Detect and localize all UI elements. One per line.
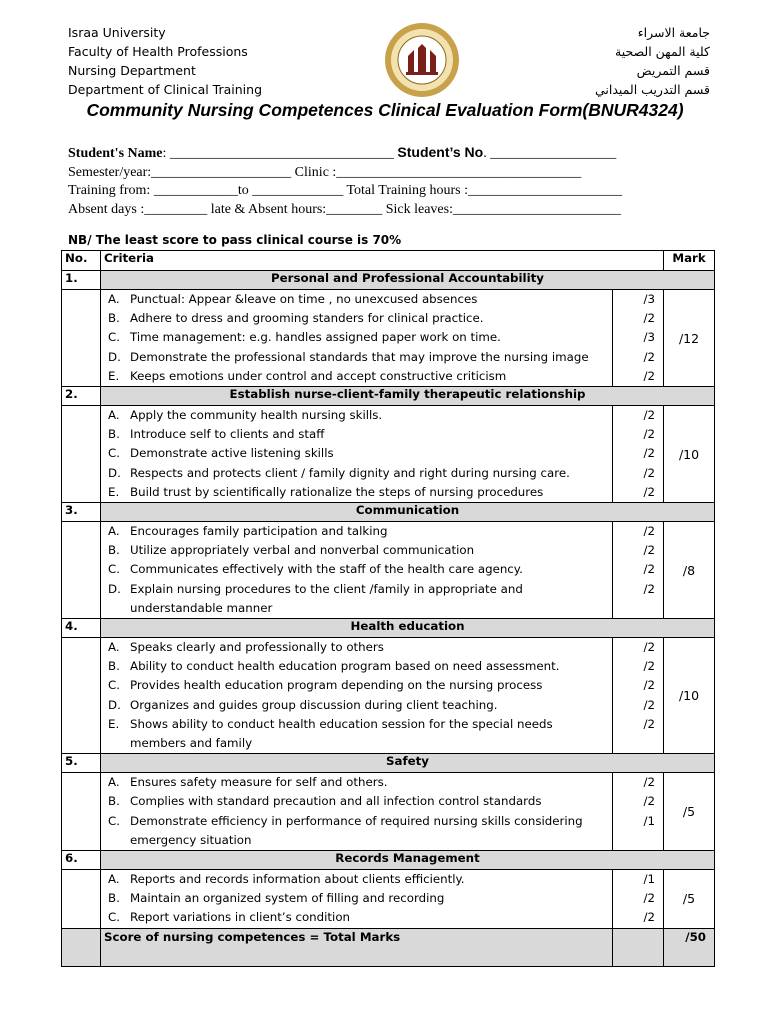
criterion-letter: B. [108, 311, 120, 326]
criterion-mark[interactable]: /2 [643, 311, 656, 326]
total-label: Score of nursing competences = Total Marks [101, 928, 613, 966]
section-header-row [62, 503, 715, 522]
university-name: Israa University [68, 25, 166, 40]
criterion-mark[interactable]: /3 [643, 292, 656, 306]
marks-cell [613, 638, 664, 754]
section-number: 2. [62, 387, 101, 406]
criterion-mark[interactable]: /2 [643, 446, 656, 461]
criteria-cell [101, 773, 613, 851]
criterion-letter: B. [108, 543, 120, 558]
criterion-mark[interactable]: /2 [643, 524, 656, 539]
criterion-mark[interactable]: /2 [643, 465, 656, 480]
student-no-blank: . __________________ [483, 146, 617, 161]
criterion-letter: D. [108, 697, 121, 712]
criterion-item [104, 696, 609, 715]
criterion-mark[interactable]: /2 [643, 891, 656, 906]
section-items-row [62, 773, 715, 851]
university-logo [384, 22, 460, 98]
criterion-item [104, 812, 609, 850]
section-number: 6. [62, 851, 101, 870]
criterion-letter: C. [108, 813, 120, 828]
criterion-letter: D. [108, 349, 121, 364]
criterion-text: Build trust by scientifically rationalize the steps of nursing procedures [130, 484, 544, 499]
criterion-text: Utilize appropriately verbal and nonverbal communication [130, 543, 475, 558]
criterion-text: Complies with standard precaution and all infection control standards [130, 794, 542, 809]
department-name: Nursing Department [68, 63, 196, 78]
criterion-mark[interactable]: /2 [643, 408, 656, 423]
criterion-letter: B. [108, 794, 120, 809]
criterion-text: Organizes and guides group discussion during client teaching. [130, 697, 498, 712]
criterion-mark[interactable]: /2 [643, 716, 656, 731]
criterion-text: Explain nursing procedures to the client /family in appropriate and understandable manner [130, 581, 523, 615]
semester-clinic-line[interactable]: Semester/year:____________________ Clinic :___________________________________ [68, 164, 582, 180]
criterion-letter: C. [108, 678, 120, 693]
section-number: 5. [62, 754, 101, 773]
criterion-letter: D. [108, 581, 121, 596]
criterion-item [104, 580, 609, 618]
criterion-letter: B. [108, 659, 120, 674]
marks-cell [613, 522, 664, 619]
section-no-spacer [62, 290, 101, 387]
criterion-mark[interactable]: /1 [643, 813, 656, 828]
header-english [68, 23, 262, 99]
training-department-name-ar: قسم التدريب الميداني [594, 82, 710, 97]
section-header-row [62, 271, 715, 290]
criterion-letter: A. [108, 408, 120, 423]
criterion-text: Ability to conduct health education program based on need assessment. [130, 659, 560, 674]
total-no-spacer [62, 928, 101, 966]
criterion-text: Demonstrate the professional standards that may improve the nursing image [130, 349, 589, 364]
section-title: Health education [101, 619, 715, 638]
section-number: 1. [62, 271, 101, 290]
training-dates-line[interactable]: Training from: ____________to _____________ Total Training hours :______________________ [68, 183, 622, 198]
criteria-list [104, 522, 609, 618]
criterion-text: Shows ability to conduct health education session for the special needs members and family [130, 716, 553, 751]
student-info [68, 143, 718, 219]
student-name-line[interactable] [68, 143, 718, 164]
university-name-ar: جامعة الاسراء [637, 25, 710, 40]
criterion-letter: C. [108, 446, 120, 461]
criteria-cell [101, 406, 613, 503]
student-no-label: Student’s No [397, 144, 484, 160]
criterion-item [104, 889, 609, 908]
criterion-text: Demonstrate active listening skills [130, 446, 334, 461]
criteria-cell [101, 522, 613, 619]
section-items-row [62, 522, 715, 619]
criterion-text: Keeps emotions under control and accept constructive criticism [130, 368, 507, 383]
criterion-text: Encourages family participation and talking [130, 524, 388, 539]
criteria-list [104, 870, 609, 928]
absence-line[interactable]: Absent days :_________ late & Absent hours:________ Sick leaves:________________________ [68, 201, 621, 217]
criterion-item [104, 870, 609, 889]
criterion-mark[interactable]: /2 [643, 562, 656, 577]
section-title: Communication [101, 503, 715, 522]
criterion-text: Time management: e.g. handles assigned paper work on time. [130, 330, 501, 345]
criterion-letter: A. [108, 775, 120, 790]
criterion-item [104, 773, 609, 792]
criterion-text: Introduce self to clients and staff [130, 427, 325, 442]
student-name-blank: : ________________________________ [162, 146, 398, 161]
marks-cell [613, 290, 664, 387]
criterion-mark[interactable]: /2 [643, 484, 656, 499]
criterion-text: Respects and protects client / family dignity and right during nursing care. [130, 465, 570, 480]
criterion-letter: A. [108, 872, 120, 887]
criterion-mark[interactable]: /2 [643, 349, 656, 364]
criterion-mark[interactable]: /3 [643, 330, 656, 345]
section-items-row [62, 870, 715, 929]
criterion-item [104, 541, 609, 560]
criterion-mark[interactable]: /2 [643, 427, 656, 442]
evaluation-table [61, 250, 715, 967]
training-department-name: Department of Clinical Training [68, 82, 263, 97]
criterion-text: Adhere to dress and grooming standers for clinical practice. [130, 311, 484, 326]
marks-cell [613, 773, 664, 851]
criterion-letter: A. [108, 524, 120, 539]
faculty-name: Faculty of Health Professions [68, 44, 248, 59]
section-title: Personal and Professional Accountability [101, 271, 715, 290]
criteria-cell [101, 870, 613, 929]
criterion-item [104, 522, 609, 541]
criterion-letter: B. [108, 427, 120, 442]
criterion-text: Provides health education program depending on the nursing process [130, 678, 543, 693]
criteria-list [104, 638, 609, 753]
marks-cell [613, 870, 664, 929]
criteria-list [104, 406, 609, 502]
criterion-letter: C. [108, 910, 120, 925]
criterion-item [104, 444, 609, 463]
criterion-letter: E. [108, 484, 120, 499]
section-total[interactable]: /5 [664, 870, 715, 929]
criterion-mark[interactable]: /2 [643, 640, 656, 655]
criterion-mark[interactable]: /2 [643, 775, 656, 790]
criterion-text: Apply the community health nursing skills. [130, 408, 383, 423]
criterion-text: Maintain an organized system of filling and recording [130, 891, 445, 906]
department-name-ar: قسم التمريض [636, 63, 710, 78]
criterion-item [104, 309, 609, 328]
section-header-row [62, 754, 715, 773]
criterion-mark[interactable]: /2 [643, 678, 656, 693]
criterion-letter: B. [108, 891, 120, 906]
section-number: 3. [62, 503, 101, 522]
criterion-item [104, 676, 609, 695]
criterion-letter: D. [108, 465, 121, 480]
criterion-text: Communicates effectively with the staff of the health care agency. [130, 562, 523, 577]
form-title: Community Nursing Competences Clinical Evaluation Form(BNUR4324) [86, 100, 684, 120]
criterion-text: Punctual: Appear &leave on time , no unexcused absences [130, 292, 478, 306]
criterion-mark[interactable]: /2 [643, 659, 656, 674]
criterion-item [104, 908, 609, 927]
criterion-item [104, 483, 609, 502]
section-items-row [62, 406, 715, 503]
criteria-cell [101, 638, 613, 754]
section-no-spacer [62, 870, 101, 929]
criterion-letter: C. [108, 562, 120, 577]
total-spacer [613, 928, 664, 966]
section-no-spacer [62, 406, 101, 503]
student-name-label: Student's Name [68, 146, 163, 161]
criterion-mark[interactable]: /2 [643, 368, 656, 383]
section-number: 4. [62, 619, 101, 638]
section-header-row [62, 387, 715, 406]
criterion-mark[interactable]: /2 [643, 581, 656, 596]
criterion-item [104, 406, 609, 425]
section-total[interactable]: /5 [664, 773, 715, 851]
criterion-text: Speaks clearly and professionally to others [130, 640, 384, 655]
criterion-item [104, 348, 609, 367]
col-no-header: No. [62, 251, 101, 271]
criterion-letter: E. [108, 716, 120, 731]
section-no-spacer [62, 773, 101, 851]
criteria-list [104, 290, 609, 386]
section-no-spacer [62, 638, 101, 754]
criterion-item [104, 464, 609, 483]
section-total[interactable]: /10 [664, 406, 715, 503]
section-total[interactable]: /12 [664, 290, 715, 387]
section-title: Safety [101, 754, 715, 773]
col-mark-header: Mark [664, 251, 715, 271]
section-title: Establish nurse-client-family therapeutic relationship [101, 387, 715, 406]
section-total[interactable]: /10 [664, 638, 715, 754]
criterion-item [104, 290, 609, 309]
criterion-text: Ensures safety measure for self and others. [130, 775, 388, 790]
section-title: Records Management [101, 851, 715, 870]
criterion-mark[interactable]: /2 [643, 697, 656, 712]
section-items-row [62, 290, 715, 387]
section-no-spacer [62, 522, 101, 619]
section-header-row [62, 619, 715, 638]
total-marks[interactable]: /50 [664, 928, 715, 966]
faculty-name-ar: كلية المهن الصحية [615, 44, 710, 59]
criterion-item [104, 792, 609, 811]
criterion-item [104, 715, 609, 753]
criterion-letter: C. [108, 330, 120, 345]
criterion-letter: A. [108, 292, 120, 306]
criterion-item [104, 657, 609, 676]
total-row [62, 928, 715, 966]
criterion-mark[interactable]: /2 [643, 794, 656, 809]
criterion-text: Report variations in client’s condition [130, 910, 351, 925]
section-items-row [62, 638, 715, 754]
criterion-letter: E. [108, 368, 120, 383]
criteria-cell [101, 290, 613, 387]
criterion-item [104, 638, 609, 657]
header-arabic [595, 23, 710, 99]
criterion-item [104, 328, 609, 347]
table-header-row [62, 251, 715, 271]
criterion-item [104, 560, 609, 579]
criterion-mark[interactable]: /2 [643, 910, 656, 925]
section-header-row [62, 851, 715, 870]
criterion-mark[interactable]: /1 [643, 872, 656, 887]
criterion-item [104, 425, 609, 444]
criterion-text: Demonstrate efficiency in performance of required nursing skills considering emergency situation [130, 813, 583, 847]
criterion-mark[interactable]: /2 [643, 543, 656, 558]
passing-note: NB/ The least score to pass clinical course is 70% [68, 233, 402, 247]
col-criteria-header: Criteria [101, 251, 664, 271]
criterion-item [104, 367, 609, 386]
section-total[interactable]: /8 [664, 522, 715, 619]
criterion-letter: A. [108, 640, 120, 655]
marks-cell [613, 406, 664, 503]
criterion-text: Reports and records information about clients efficiently. [130, 872, 465, 887]
criteria-list [104, 773, 609, 850]
